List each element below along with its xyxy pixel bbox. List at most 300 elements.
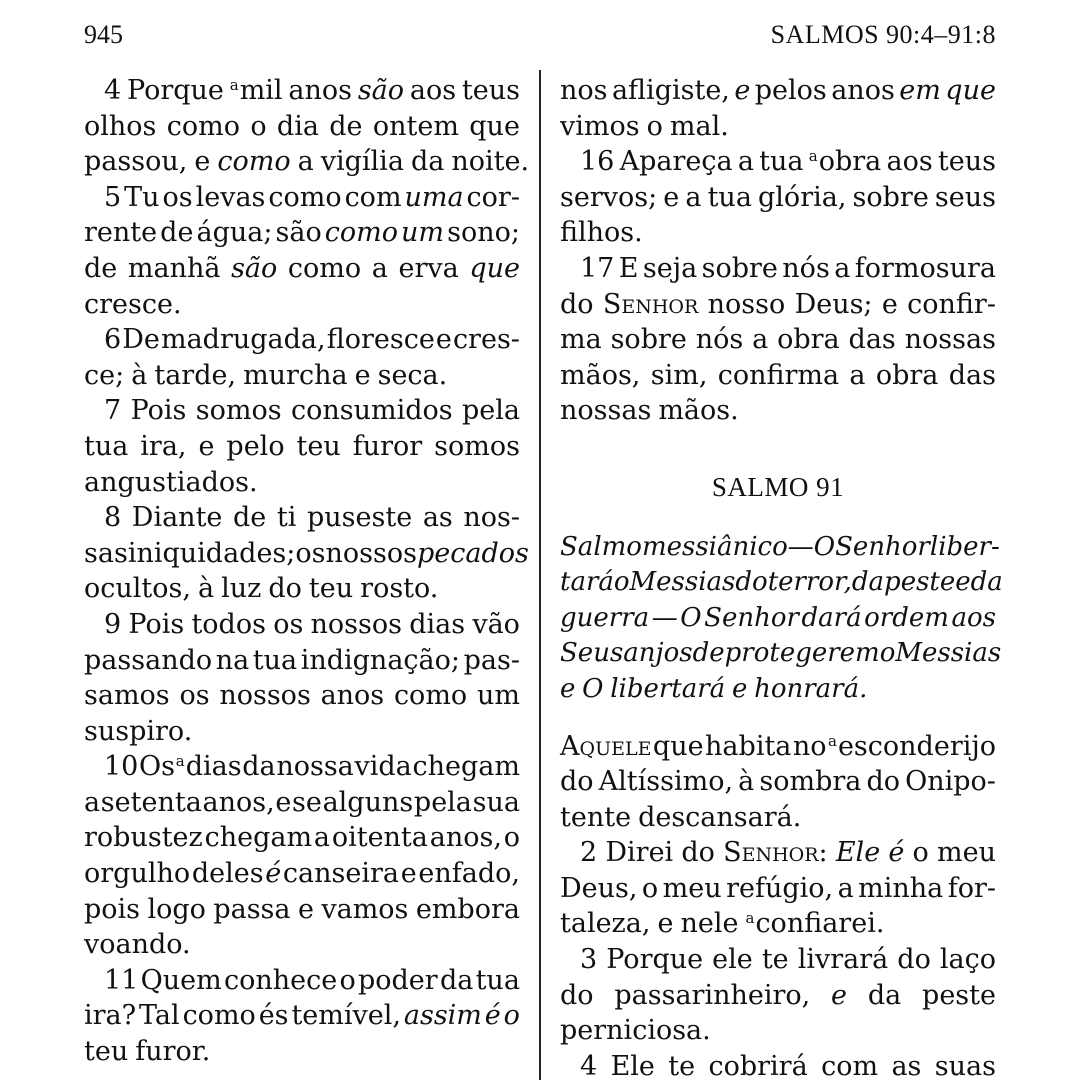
word: os xyxy=(295,536,325,572)
word: luz xyxy=(221,571,261,607)
word: logo xyxy=(147,892,205,928)
word: das xyxy=(949,358,996,394)
word: são xyxy=(358,73,404,109)
text-line xyxy=(560,73,996,109)
word: Deus; xyxy=(795,287,873,323)
text-line xyxy=(84,607,520,643)
psalm-title: SALMO 91 xyxy=(560,465,996,509)
word: pois xyxy=(84,892,140,928)
text-line xyxy=(560,565,996,601)
word: anos, xyxy=(202,785,274,821)
word: tua xyxy=(759,144,803,180)
word: Senhor xyxy=(603,287,698,323)
word: como xyxy=(288,251,361,287)
word: 2 xyxy=(580,835,597,871)
word: 7 xyxy=(104,393,121,429)
word: pela xyxy=(462,393,520,429)
text-line xyxy=(84,322,520,358)
word: minha xyxy=(858,871,943,907)
word: Tal xyxy=(139,998,180,1034)
word: $^a$dias xyxy=(176,749,242,785)
word: a xyxy=(849,358,865,394)
section-spacer xyxy=(560,509,996,530)
word: Messias xyxy=(895,636,1001,672)
word: mãos, xyxy=(560,358,640,394)
word: samos xyxy=(84,678,170,714)
text-line xyxy=(560,1013,996,1049)
word: Senhor: xyxy=(723,835,828,871)
word: temível, xyxy=(291,998,401,1034)
word: nos xyxy=(560,73,608,109)
word: nós xyxy=(696,322,744,358)
text-line xyxy=(560,215,996,251)
word: O xyxy=(582,672,603,708)
word: anos, xyxy=(430,820,502,856)
text-line xyxy=(84,678,520,714)
word: chegam xyxy=(412,749,519,785)
word: tente xyxy=(560,800,631,836)
word: as xyxy=(891,1049,921,1084)
word: vamos xyxy=(321,892,408,928)
word: 17 xyxy=(580,251,614,287)
text-line xyxy=(560,601,996,637)
word: seja xyxy=(643,251,697,287)
word: do xyxy=(735,565,767,601)
word: descansará. xyxy=(638,800,801,836)
word: da xyxy=(868,978,901,1014)
text-line xyxy=(560,358,996,394)
word: laço xyxy=(940,942,996,978)
word: do xyxy=(866,764,900,800)
word: o xyxy=(913,835,929,871)
word: que xyxy=(469,109,520,145)
word: formosura xyxy=(855,251,996,287)
word: 10 xyxy=(104,749,138,785)
word: o xyxy=(504,998,520,1034)
word: deles xyxy=(192,856,264,892)
word: nossas xyxy=(905,322,996,358)
word: e xyxy=(882,287,898,323)
word: é xyxy=(265,856,281,892)
text-line xyxy=(560,636,996,672)
word: liber- xyxy=(930,530,1000,566)
word: 3 xyxy=(580,942,597,978)
word: que xyxy=(469,251,520,287)
word: a xyxy=(738,144,754,180)
word: de xyxy=(160,215,193,251)
word: — xyxy=(788,530,814,566)
word: e xyxy=(560,672,575,708)
text-line xyxy=(560,322,996,358)
word: indignação; xyxy=(301,643,460,679)
word: anjos xyxy=(623,636,692,672)
text-line xyxy=(560,764,996,800)
word: e xyxy=(436,322,452,358)
word: teu xyxy=(84,1034,128,1070)
word: angustiados. xyxy=(84,465,258,501)
word: 4 xyxy=(104,73,121,109)
word: confir- xyxy=(907,287,996,323)
word: rente xyxy=(84,215,157,251)
text-line xyxy=(560,144,996,180)
word: for- xyxy=(948,871,996,907)
word: O xyxy=(814,530,835,566)
text-line xyxy=(84,215,520,251)
word: o xyxy=(647,109,663,145)
word: Ele xyxy=(836,835,880,871)
word: te xyxy=(668,1049,695,1084)
word: como xyxy=(167,109,240,145)
text-line xyxy=(84,1034,520,1070)
text-line xyxy=(560,109,996,145)
word: aos xyxy=(951,601,996,637)
word: que xyxy=(653,729,704,765)
word: o xyxy=(504,820,520,856)
word: teus xyxy=(938,144,996,180)
word: rosto. xyxy=(360,571,438,607)
word: Pois xyxy=(128,607,184,643)
word: de xyxy=(329,109,362,145)
word: de xyxy=(233,500,266,536)
word: iniquidades; xyxy=(128,536,296,572)
word: ordem xyxy=(864,601,949,637)
word: do xyxy=(681,835,715,871)
text-line xyxy=(84,358,520,394)
word: terror, xyxy=(768,565,852,601)
word: confirma xyxy=(718,358,839,394)
word: somos xyxy=(196,393,282,429)
word: O xyxy=(680,601,701,637)
word: do xyxy=(897,942,931,978)
word: pelos xyxy=(755,73,827,109)
word: nele xyxy=(680,906,738,942)
word: sobre xyxy=(702,251,778,287)
text-line xyxy=(84,536,520,572)
word: Diante xyxy=(132,500,223,536)
word: como xyxy=(183,998,256,1034)
word: tua xyxy=(84,429,128,465)
word: enfado, xyxy=(418,856,520,892)
word: e xyxy=(194,144,210,180)
word: floresce xyxy=(327,322,435,358)
word: $^a$esconderijo xyxy=(828,729,996,765)
text-line xyxy=(560,180,996,216)
word: nós xyxy=(782,251,830,287)
text-line xyxy=(560,251,996,287)
word: refúgio, xyxy=(726,871,833,907)
word: cobrirá xyxy=(708,1049,807,1084)
word: Altíssimo, xyxy=(599,764,733,800)
word: chegam xyxy=(205,820,312,856)
word: Porque xyxy=(606,942,703,978)
word: madrugada, xyxy=(161,322,326,358)
word: obra xyxy=(777,322,840,358)
word: como xyxy=(394,678,467,714)
text-line xyxy=(84,109,520,145)
word: a xyxy=(314,820,330,856)
word: Os xyxy=(139,749,175,785)
word: da xyxy=(411,144,444,180)
text-line xyxy=(84,144,520,180)
word: do xyxy=(560,287,594,323)
text-line xyxy=(84,251,520,287)
word: um xyxy=(477,678,520,714)
word: sombra xyxy=(759,764,861,800)
word: libertará xyxy=(610,672,725,708)
word: suspiro. xyxy=(84,714,192,750)
text-line xyxy=(84,571,520,607)
word: água; xyxy=(196,215,272,251)
text-line xyxy=(84,927,520,963)
text-line xyxy=(84,892,520,928)
word: conhece xyxy=(224,963,337,999)
word: seca. xyxy=(378,358,448,394)
word: Senhor xyxy=(835,530,930,566)
word: noite. xyxy=(451,144,529,180)
text-line xyxy=(84,500,520,536)
word: Deus, xyxy=(560,871,637,907)
word: da xyxy=(440,963,473,999)
word: passando xyxy=(84,643,212,679)
text-line xyxy=(560,1049,996,1084)
text-line xyxy=(84,393,520,429)
word: filhos. xyxy=(560,215,643,251)
word: das xyxy=(849,322,896,358)
word: a xyxy=(84,785,100,821)
word: suas xyxy=(935,1049,996,1084)
word: Apareça xyxy=(620,144,733,180)
word: os xyxy=(179,678,209,714)
word: perniciosa. xyxy=(560,1013,711,1049)
word: sas xyxy=(84,536,128,572)
word: assim xyxy=(404,998,482,1034)
word: ira, xyxy=(140,429,186,465)
word: aos xyxy=(886,144,932,180)
text-line xyxy=(84,429,520,465)
word: do xyxy=(560,978,594,1014)
word: a xyxy=(838,871,854,907)
word: 8 xyxy=(104,500,121,536)
word: aos xyxy=(410,73,456,109)
word: erva xyxy=(398,251,458,287)
word: com xyxy=(821,1049,878,1084)
word: e xyxy=(198,429,214,465)
word: e xyxy=(663,180,679,216)
word: passarinheiro, xyxy=(614,978,810,1014)
word: o xyxy=(880,636,896,672)
page-header xyxy=(84,16,996,60)
word: a xyxy=(685,180,701,216)
word: tua xyxy=(708,180,752,216)
word: puseste xyxy=(307,500,412,536)
text-line xyxy=(560,978,996,1014)
word: ira? xyxy=(84,998,136,1034)
word: afligiste, xyxy=(612,73,730,109)
word: o xyxy=(250,109,266,145)
word: seus xyxy=(935,180,996,216)
word: vida xyxy=(354,749,411,785)
word: glória, xyxy=(758,180,846,216)
text-line xyxy=(560,942,996,978)
word: é xyxy=(485,998,501,1034)
word: vimos xyxy=(560,109,640,145)
column-divider xyxy=(539,70,541,1080)
word: mal. xyxy=(670,109,729,145)
word: à xyxy=(198,571,214,607)
text-line xyxy=(84,643,520,679)
word: De xyxy=(122,322,160,358)
word: Quem xyxy=(141,963,222,999)
word: anos xyxy=(321,678,385,714)
word: peste xyxy=(922,978,996,1014)
word: tará xyxy=(560,565,614,601)
word: sobre xyxy=(853,180,929,216)
text-line xyxy=(84,180,520,216)
text-line xyxy=(560,906,996,942)
word: E xyxy=(619,251,639,287)
text-line xyxy=(84,820,520,856)
word: passou, xyxy=(84,144,187,180)
word: no xyxy=(793,729,827,765)
text-line xyxy=(560,871,996,907)
word: Aquele xyxy=(560,729,651,765)
word: como xyxy=(325,215,398,251)
word: da xyxy=(242,749,275,785)
word: são xyxy=(275,215,321,251)
word: protegerem xyxy=(725,636,880,672)
word: 6 xyxy=(104,322,121,358)
text-line xyxy=(84,856,520,892)
word: habita xyxy=(705,729,791,765)
word: sono; xyxy=(447,215,520,251)
word: $^a$obra xyxy=(809,144,882,180)
word: teus xyxy=(462,73,520,109)
word: meu xyxy=(663,871,722,907)
word: o xyxy=(339,963,355,999)
word: murcha xyxy=(243,358,348,394)
word: e xyxy=(657,906,673,942)
word: a xyxy=(752,322,768,358)
word: olhos xyxy=(84,109,156,145)
word: levas xyxy=(196,180,266,216)
right-column-bottom-text xyxy=(560,729,996,1084)
word: 11 xyxy=(104,963,138,999)
word: em xyxy=(899,73,941,109)
word: a xyxy=(834,251,850,287)
text-line xyxy=(84,287,520,323)
text-line xyxy=(84,73,520,109)
word: ocultos, xyxy=(84,571,191,607)
word: na xyxy=(216,643,250,679)
word: Salmo xyxy=(560,530,642,566)
word: anos xyxy=(288,73,352,109)
word: obra xyxy=(876,358,939,394)
word: à xyxy=(131,358,147,394)
word: peste xyxy=(884,565,955,601)
word: messiânico xyxy=(642,530,788,566)
word: meu xyxy=(937,835,996,871)
word: 16 xyxy=(580,144,614,180)
word: Messias xyxy=(630,565,736,601)
word: o xyxy=(614,565,630,601)
word: à xyxy=(738,764,754,800)
word: da xyxy=(971,565,1003,601)
word: honrará. xyxy=(754,672,867,708)
word: Seus xyxy=(560,636,623,672)
word: sim, xyxy=(651,358,708,394)
word: se xyxy=(292,785,322,821)
word: que xyxy=(945,73,996,109)
word: consumidos xyxy=(291,393,453,429)
word: vigília xyxy=(321,144,404,180)
word: te xyxy=(762,942,789,978)
word: embora xyxy=(416,892,520,928)
word: alguns xyxy=(323,785,414,821)
word: e xyxy=(355,358,371,394)
word: pelo xyxy=(226,429,284,465)
word: furor. xyxy=(135,1034,210,1070)
word: Tu xyxy=(124,180,159,216)
word: cres- xyxy=(453,322,520,358)
word: ele xyxy=(712,942,753,978)
section-spacer xyxy=(560,708,996,729)
word: oitenta xyxy=(332,820,428,856)
word: setenta xyxy=(101,785,202,821)
text-line xyxy=(560,393,996,429)
word: com xyxy=(345,180,402,216)
right-column xyxy=(560,73,996,1084)
word: Porque xyxy=(127,73,224,109)
word: pela xyxy=(414,785,472,821)
text-line xyxy=(84,998,520,1034)
word: tarde, xyxy=(154,358,236,394)
word: ma xyxy=(560,322,602,358)
text-line xyxy=(84,749,520,785)
word: pas- xyxy=(464,643,520,679)
word: teu xyxy=(309,571,353,607)
word: dia xyxy=(277,109,319,145)
word: e xyxy=(955,565,970,601)
word: orgulho xyxy=(84,856,190,892)
text-line xyxy=(560,530,996,566)
word: mãos. xyxy=(658,393,738,429)
word: como xyxy=(268,180,341,216)
word: nosso xyxy=(708,287,786,323)
section-spacer xyxy=(560,429,996,465)
word: o xyxy=(642,871,658,907)
word: é xyxy=(888,835,904,871)
text-line xyxy=(560,835,996,871)
word: nos- xyxy=(463,500,520,536)
word: e xyxy=(732,672,747,708)
word: Pois xyxy=(131,393,187,429)
word: cor- xyxy=(467,180,520,216)
word: e xyxy=(831,978,847,1014)
word: tua xyxy=(253,643,297,679)
word: de xyxy=(693,636,725,672)
right-column-top-text xyxy=(560,73,996,429)
word: os xyxy=(163,180,193,216)
word: as xyxy=(423,500,453,536)
word: do xyxy=(560,764,594,800)
word: são xyxy=(231,251,277,287)
left-column xyxy=(84,73,520,1070)
text-line xyxy=(84,465,520,501)
word: como xyxy=(217,144,290,180)
word: tua xyxy=(476,963,520,999)
word: passa xyxy=(213,892,290,928)
word: somos xyxy=(434,429,520,465)
